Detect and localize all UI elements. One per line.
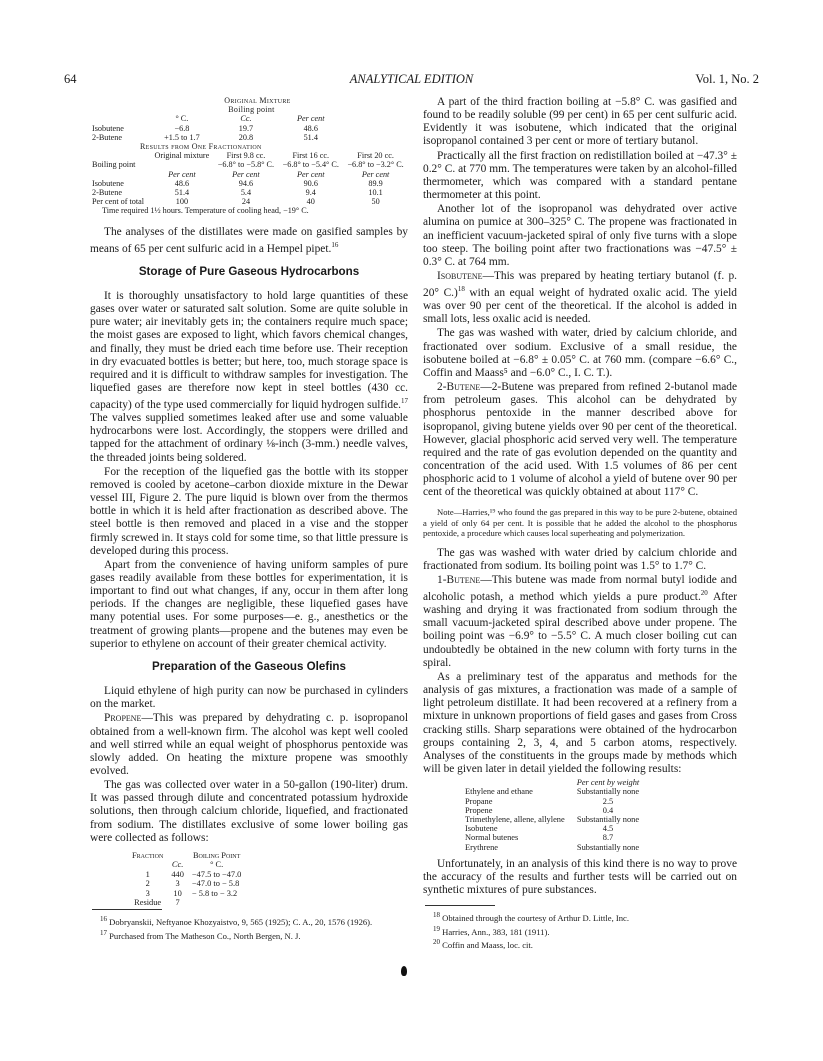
col-head: Cc. bbox=[240, 114, 252, 124]
section-heading: Preparation of the Gaseous Olefins bbox=[152, 659, 346, 673]
paragraph: Isobutene—This was prepared by heating tertiary butanol (f. p. 20° C.)$^{18}$ with an equal weight of hydrated oxalic acid. The yield was over 90 per cent of the theoretical. If the alcohol is added in small lots, less oxalic acid is needed. bbox=[423, 270, 737, 326]
col-head: Per cent bbox=[296, 114, 325, 124]
paragraph: 2-Butene—2-Butene was prepared from refined 2-butanol made from petroleum gases. This alcohol can be dehydrated by phosphorus pentoxide in the manner described above for isopropanol, giving butene yields over 90 per cent of the theoretical. However, glacial phosphoric acid served very well. The temperature required and the rate of gas evolution depended on the quantity and concentration of the acid used. With 1.5 volumes of 86 per cent phosphoric acid to 1 volume of alcohol a yield of butene over 90 per cent of the theoretical was quickly obtained at about 117° C. bbox=[423, 381, 737, 499]
table-row: 3 10 − 5.8 to − 3.2 bbox=[145, 888, 238, 898]
paragraph: A part of the third fraction boiling at −5.8° C. was gasified and found to be readily soluble (99 per cent) in 65 per cent sulfuric acid. Evidently it was isobutene, which indicated that the original isopropanol contained 3 per cent or more of tertiary butanol. bbox=[423, 96, 737, 148]
left-column bbox=[90, 96, 408, 941]
table-row: Boiling point −6.8° to −5.8° C. −6.8° to −5.4° C. −6.8° to −3.2° C. bbox=[92, 160, 404, 170]
table-subcaption: Boiling point bbox=[228, 105, 275, 115]
fractionation-table: Original Mixture Boiling point ° C. Cc. Per cent Isobutene −6.8 19.7 48.6 2-Butene +1.5 to 1.7 20.8 51.4 Results from One Fractionation Original mixture First 9.8 cc. First 16 cc. First 20 cc. Boiling point −6.8° to −5.8° C. −6.8° to −5.4° C. −6.8° to −3.2° C. Per cent Per cent Per cent Per cent Isobutene 48.6 94.6 90.6 89.9 2-Butene 51.4 5.4 9.4 10.1 Per cent of total 100 24 40 50 Time required 1½ hours. Temperature of cooling head, −19° C. bbox=[90, 96, 408, 216]
note: Note—Harries,¹⁹ who found the gas prepared in this way to be pure 2-butene, obtained a yield of only 64 per cent. It is possible that he added the alcohol to the phosphorus pentoxide, a procedure which causes local superheating and polymerization. bbox=[423, 507, 737, 539]
table-row: Propene 0.4 bbox=[465, 805, 614, 815]
footnote: $^{16}$ Dobryanskii, Neftyanoe Khozyaistvo, 9, 565 (1925); C. A., 20, 1576 (1926). bbox=[100, 915, 373, 928]
footnote: $^{18}$ Obtained through the courtesy of Arthur D. Little, Inc. bbox=[433, 911, 630, 924]
journal-title: ANALYTICAL EDITION bbox=[349, 72, 474, 86]
footnote: $^{17}$ Purchased from The Matheson Co., North Bergen, N. J. bbox=[100, 928, 301, 941]
table-row: 1 440 −47.5 to −47.0 bbox=[145, 869, 242, 879]
footnote: $^{19}$ Harries, Ann., 383, 181 (1911). bbox=[433, 924, 550, 937]
paragraph: 1-Butene—This butene was made from normal butyl iodide and alcoholic potash, a method which yields a pure product.$^{20}$ After washing and drying it was fractionated from sodium through the small vacuum-jacketed spiral described above under propene. The boiling point was −6.9° to −5.5° C. A much closer boiling cut can undoubtedly be obtained in the new column with forty turns in the spiral. bbox=[423, 574, 737, 669]
table-row: Trimethylene, allene, allylene Substantially none bbox=[465, 814, 640, 824]
paragraph: Practically all the first fraction on redistillation boiled at −47.3° ± 0.2° C. at 770 mm. The temperatures were taken by an alcohol-filled thermometer, which was compared with a standard pentane thermometer at this point. bbox=[423, 149, 737, 202]
footnote: $^{20}$ Coffin and Maass, loc. cit. bbox=[433, 938, 533, 951]
paragraph: The gas was washed with water, dried by calcium chloride, and fractionated over sodium. Exclusive of a small residue, the isobutene boiled at −6.8° ± 0.05° C. at 760 mm. (compare −6.6° C., Coffin and Maass⁵ and −6.0° C., I. C. T.). bbox=[423, 327, 737, 379]
paragraph: The gas was washed with water dried by calcium chloride and fractionated from sodium. Its boiling point was 1.5° to 1.7° C. bbox=[423, 546, 737, 572]
section-heading: Storage of Pure Gaseous Hydrocarbons bbox=[138, 264, 360, 278]
table-row: Propane 2.5 bbox=[465, 796, 614, 806]
paragraph: For the reception of the liquefied gas the bottle with its stopper removed is cooled by acetone–carbon dioxide mixture in the Dewar vessel III, Figure 2. The pure liquid is blown over from the thermos bottle in which it is held after fractionation as described above. The steel bottle is then removed and placed in a vise and the stopper firmly screwed in. It stays cold for some time, so that little pressure is developed during this process. bbox=[90, 465, 408, 557]
paragraph: Another lot of the isopropanol was dehydrated over active alumina on pumice at 300–325° C. The propene was fractionated in an inefficient vacuum-jacketed spiral of only five turns with a slope too steep. The boiling point after two fractionations was −47.5° ± 0.3° C. at 764 mm. bbox=[423, 203, 737, 268]
paragraph: Liquid ethylene of high purity can now be purchased in cylinders on the market. bbox=[90, 685, 408, 711]
table-row: 2 3 −47.0 to − 5.8 bbox=[145, 879, 240, 889]
page-number: 64 bbox=[64, 72, 77, 86]
table-row: Erythrene Substantially none bbox=[465, 842, 640, 852]
paragraph: The analyses of the distillates were made on gasified samples by means of 65 per cent sulfuric acid in a Hempel pipet.$^{16}$ bbox=[90, 225, 408, 255]
unit-label: ° C. bbox=[175, 114, 189, 124]
table-row: 2-Butene +1.5 to 1.7 20.8 51.4 bbox=[92, 132, 318, 142]
table-caption: Original Mixture bbox=[224, 96, 291, 105]
ink-mark bbox=[401, 966, 407, 976]
table-caption: Results from One Fractionation bbox=[140, 142, 262, 152]
paragraph: Apart from the convenience of having uniform samples of pure gases readily available from these bottles for experimentation, it is important to find out what changes, if any, occur in them after long periods. If the changes are negligible, these liquefied gases have many potential uses. For some purposes—e. g., anesthetics or the treatment of growing plants—propene and the butenes may even be superior to ethylene on account of their greater chemical activity. bbox=[90, 558, 408, 650]
table-row: Per cent of total 100 24 40 50 bbox=[92, 197, 380, 207]
table-row: Isobutene −6.8 19.7 48.6 bbox=[92, 123, 318, 133]
footnote-rule bbox=[425, 905, 495, 906]
paragraph: As a preliminary test of the apparatus and methods for the analysis of gas mixtures, a fractionation was made of a sample of light petroleum distillate. It had been recovered at a refinery from a mixture in unknown proportions of field gases and gases from Cross cracking stills. Sharp separations were obtained of the hydrocarbon groups containing 2, 3, 4, and 5 carbon atoms, respectively. Analyses of the constituents in the groups made by methods which will be given later in detail yielded the following results: bbox=[423, 670, 737, 775]
table-row: 2-Butene 51.4 5.4 9.4 10.1 bbox=[92, 188, 383, 198]
right-column bbox=[423, 96, 737, 951]
table-note: Time required 1½ hours. Temperature of cooling head, −19° C. bbox=[102, 206, 309, 216]
volume-label: Vol. 1, No. 2 bbox=[695, 72, 759, 86]
table-row: Residue 7 bbox=[134, 897, 180, 907]
analysis-table: Per cent by weight Ethylene and ethane Substantially none Propane 2.5 Propene 0.4 Trimethylene, allene, allylene Substantially none Isobutene 4.5 Normal butenes 8.7 Erythrene Substantially none bbox=[459, 778, 645, 852]
table-row: Isobutene 4.5 bbox=[465, 824, 614, 834]
paragraph: Propene—This was prepared by dehydrating c. p. isopropanol obtained from a well-known firm. The alcohol was kept well cooled and well stirred while an equal weight of phosphorus pentoxide was slowly added. On heating the mixture propene was smoothly evolved. bbox=[90, 712, 408, 778]
fraction-table: Fraction Boiling Point Cc. ° C. 1 440 −47.5 to −47.0 2 3 −47.0 to − 5.8 3 10 − 5.8 to − 3.2 Residue 7 bbox=[128, 851, 245, 907]
table-row: Isobutene 48.6 94.6 90.6 89.9 bbox=[92, 178, 383, 188]
footnote-rule bbox=[92, 909, 162, 910]
paragraph: The gas was collected over water in a 50-gallon (190-liter) drum. It was passed through dilute and concentrated potassium hydroxide solutions, then through calcium chloride, liquefied, and fractionated from sodium. The distillates exclusive of some lower boiling gas were collected as follows: bbox=[90, 779, 408, 844]
table-row: Ethylene and ethane Substantially none bbox=[465, 787, 640, 797]
table-row: Normal butenes 8.7 bbox=[465, 833, 614, 843]
paragraph: It is thoroughly unsatisfactory to hold large quantities of these gases over water or saturated salt solution. Some are quite soluble in pure water; air inevitably gets in; the containers require much space; the moist gases are exposed to light, which favors chemical changes, and finally, they must be dried each time before use. Their reception in dry evacuated bottles is better; but here, too, much storage space is required and it is difficult to withdraw samples for investigation. The liquefied gases are therefore now kept in steel bottles (430 cc. capacity) of the type used commercially for liquid hydrogen sulfide.$^{17}$ The valves supplied sometimes leaked after use and some valuable hydrocarbons were lost. Accordingly, the stoppers were drilled and tapped for the attachment of ordinary ⅛-inch (3-mm.) needle valves, the threaded joints being soldered. bbox=[90, 289, 408, 464]
paragraph: Unfortunately, in an analysis of this kind there is no way to prove the accuracy of the results and further tests will be carried out on synthetic mixtures of pure substances. bbox=[423, 857, 737, 897]
